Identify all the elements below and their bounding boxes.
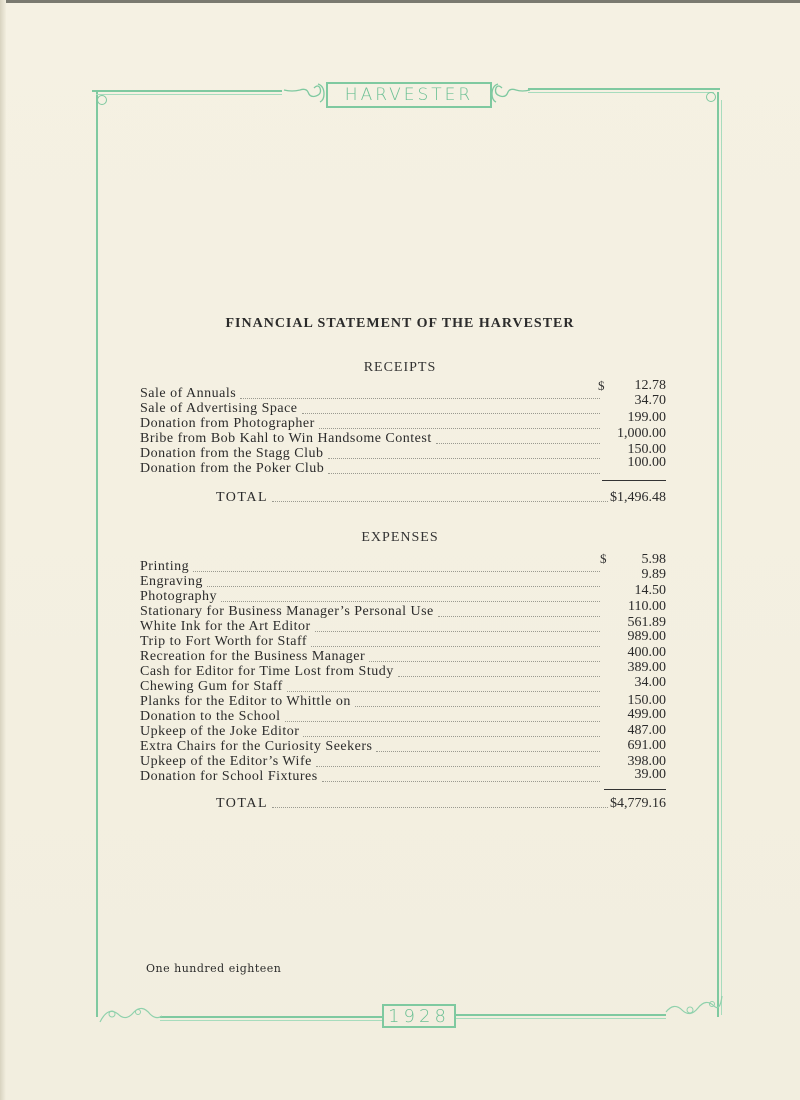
expense-amount: 5.98 [641, 552, 666, 567]
frame-top-right-border [528, 88, 720, 90]
expense-amount: 150.00 [627, 693, 666, 708]
receipt-row [140, 378, 666, 402]
expense-label: Cash for Editor for Time Lost from Study [140, 664, 394, 679]
receipt-label: Bribe from Bob Kahl to Win Handsome Contest [140, 431, 432, 446]
receipt-row [140, 442, 666, 462]
expense-label: Engraving [140, 574, 203, 589]
expense-amount: 561.89 [627, 615, 666, 630]
dot-leader [328, 472, 600, 474]
receipts-total-label: TOTAL [216, 490, 269, 505]
dot-leader [376, 750, 600, 752]
statement-title: FINANCIAL STATEMENT OF THE HARVESTER [225, 316, 575, 331]
dot-leader [302, 412, 600, 414]
frame-bottom-left-inner-border [160, 1020, 382, 1021]
expense-row [140, 567, 666, 590]
expense-row [140, 694, 666, 710]
expense-row [140, 552, 666, 575]
receipt-amount: 199.00 [627, 410, 666, 425]
dot-leader [436, 442, 600, 444]
expense-label: Donation to the School [140, 709, 281, 724]
expense-label: Printing [140, 559, 190, 574]
expense-amount: 398.00 [627, 754, 666, 769]
frame-top-left-border [92, 90, 282, 92]
scroll-ornament-left-icon [282, 80, 326, 104]
dot-leader [272, 501, 608, 502]
expense-label: Recreation for the Business Manager [140, 649, 366, 664]
expense-label: Stationary for Business Manager’s Personal Use [140, 604, 434, 619]
dot-leader [221, 600, 600, 602]
expense-row [140, 724, 666, 740]
dot-leader [369, 660, 600, 662]
receipt-label: Sale of Annuals [140, 386, 237, 401]
expense-label: Extra Chairs for the Curiosity Seekers [140, 739, 373, 754]
left-edge-shadow [0, 0, 6, 1100]
expense-amount: 389.00 [627, 660, 666, 675]
expense-row [140, 675, 666, 695]
scroll-ornament-right-icon [492, 80, 532, 104]
expense-label: Donation for School Fixtures [140, 769, 318, 784]
frame-right-border [717, 92, 719, 1017]
receipt-row [140, 426, 666, 447]
receipts-total-row [216, 488, 666, 506]
receipt-amount: 34.70 [634, 393, 666, 408]
expense-amount: 499.00 [627, 707, 666, 722]
dot-leader [311, 645, 600, 647]
receipt-amount: 150.00 [627, 442, 666, 457]
frame-bottom-right-border [456, 1014, 666, 1016]
dot-leader [316, 765, 600, 767]
expense-label: Photography [140, 589, 218, 604]
dot-leader [207, 585, 600, 587]
dot-leader [438, 615, 600, 617]
receipt-amount: 100.00 [627, 455, 666, 470]
expense-row [140, 660, 666, 680]
dot-leader [322, 780, 600, 782]
expense-row [140, 754, 666, 770]
frame-bottom-left-border [160, 1016, 382, 1018]
dot-leader [355, 705, 600, 707]
expense-amount: 487.00 [627, 723, 666, 738]
expenses-sum-rule [604, 789, 666, 790]
expense-row [140, 645, 666, 665]
receipt-label: Sale of Advertising Space [140, 401, 298, 416]
expense-amount: 39.00 [634, 767, 666, 782]
corner-ornament-top-left [97, 95, 107, 105]
receipt-row [140, 455, 666, 477]
dot-leader [287, 690, 600, 692]
expense-label: Upkeep of the Editor’s Wife [140, 754, 312, 769]
dot-leader [303, 735, 600, 737]
expense-amount: 989.00 [627, 629, 666, 644]
dot-leader [272, 807, 608, 808]
dot-leader [319, 427, 600, 429]
expense-row [140, 709, 666, 725]
receipts-heading: RECEIPTS [363, 360, 437, 375]
receipt-row [140, 410, 666, 432]
expense-row [140, 599, 666, 620]
expenses-heading: EXPENSES [361, 530, 439, 545]
expense-amount: 400.00 [627, 645, 666, 660]
frame-bottom-right-inner-border [456, 1018, 666, 1019]
expense-amount: 9.89 [641, 567, 666, 582]
receipt-amount: 12.78 [634, 378, 666, 393]
expense-label: Upkeep of the Joke Editor [140, 724, 300, 739]
expense-label: White Ink for the Art Editor [140, 619, 311, 634]
year-footer: 1928 [382, 1004, 456, 1028]
expenses-total-label: TOTAL [216, 796, 269, 811]
dot-leader [398, 675, 600, 677]
dot-leader [328, 457, 600, 459]
expenses-total-row [216, 794, 666, 812]
dot-leader [193, 570, 600, 572]
dot-leader [240, 397, 600, 399]
expense-amount: 14.50 [634, 583, 666, 598]
expense-amount: 110.00 [628, 599, 666, 614]
receipt-label: Donation from the Poker Club [140, 461, 325, 476]
receipts-sum-rule [602, 480, 666, 481]
floral-ornament-bottom-right-icon [664, 992, 724, 1022]
expense-label: Planks for the Editor to Whittle on [140, 694, 351, 709]
page-number-text: One hundred eighteen [146, 962, 282, 975]
expense-amount: 34.00 [634, 675, 666, 690]
frame-top-left-inner-border [96, 94, 282, 95]
top-edge-shadow [0, 0, 800, 3]
expense-row [140, 583, 666, 605]
dot-leader [285, 720, 601, 722]
frame-right-inner-border [721, 100, 722, 1015]
expenses-total-amount: $4,779.16 [610, 796, 666, 811]
corner-ornament-top-right [706, 92, 716, 102]
expenses-dollar-sign: $ [600, 551, 607, 566]
expense-row [140, 615, 666, 635]
dot-leader [315, 630, 600, 632]
running-header: HARVESTER [326, 82, 492, 108]
floral-ornament-bottom-left-icon [98, 1000, 164, 1026]
receipt-label: Donation from Photographer [140, 416, 315, 431]
receipts-dollar-sign: $ [598, 378, 605, 393]
frame-top-right-inner-border [528, 92, 714, 93]
receipt-amount: 1,000.00 [617, 426, 666, 441]
expense-row [140, 739, 666, 755]
expense-row [140, 629, 666, 650]
expense-label: Trip to Fort Worth for Staff [140, 634, 308, 649]
frame-left-border [96, 92, 98, 1017]
expense-row [140, 769, 666, 785]
receipts-total-amount: $1,496.48 [610, 490, 666, 505]
expense-label: Chewing Gum for Staff [140, 679, 283, 694]
expense-amount: 691.00 [627, 738, 666, 753]
receipt-label: Donation from the Stagg Club [140, 446, 324, 461]
